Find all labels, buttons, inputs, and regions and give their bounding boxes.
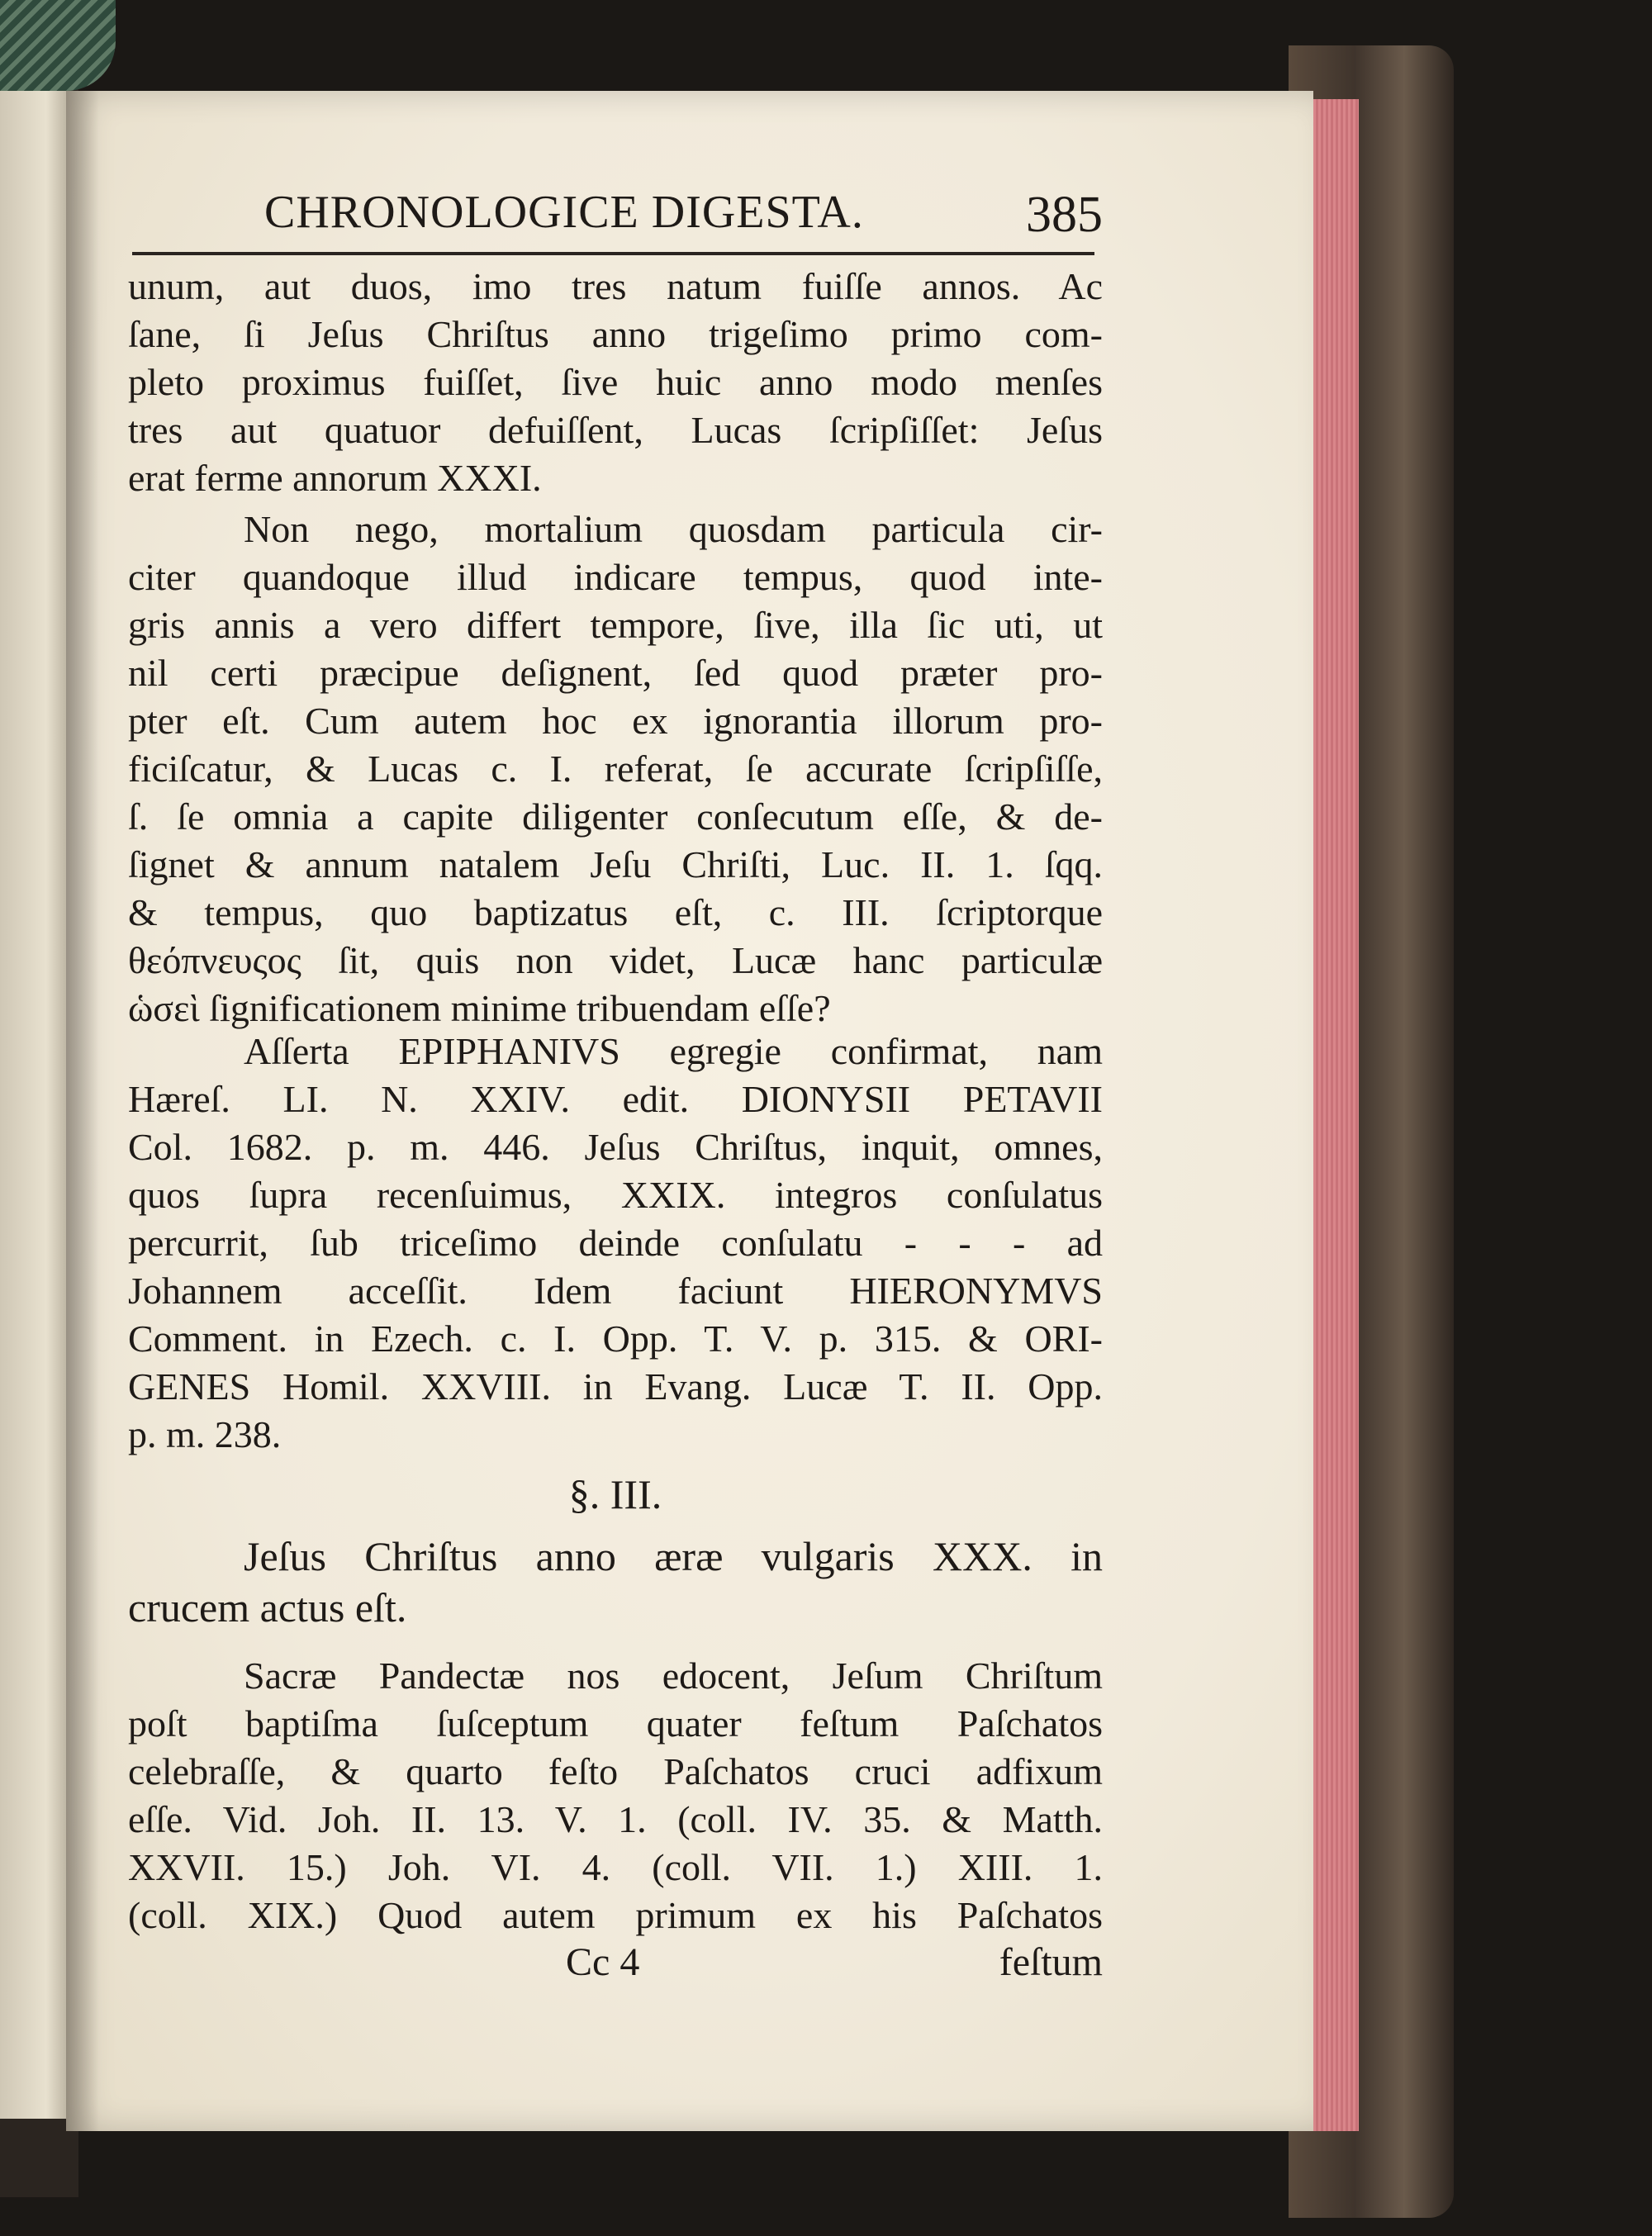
text-line: tres aut quatuor defuiſſent, Lucas ſcripſiſſet: Jeſus — [128, 409, 1103, 451]
text-line: (coll. XIX.) Quod autem primum ex his Paſchatos — [128, 1894, 1103, 1936]
text-line: pleto proximus fuiſſet, ſive huic anno modo menſes — [128, 361, 1103, 403]
page-gutter — [66, 91, 99, 2131]
text-line: ſignet & annum natalem Jeſu Chriſti, Luc. II. 1. ſqq. — [128, 843, 1103, 885]
section-heading: §. III. — [568, 1471, 662, 1517]
text-line: percurrit, ſub triceſimo deinde conſulatu - - - ad — [128, 1222, 1103, 1264]
left-page-edge — [0, 87, 66, 2119]
catchword: feſtum — [999, 1940, 1103, 1984]
text-line: Non nego, mortalium quosdam particula cir- — [244, 508, 1103, 550]
text-line: celebraſſe, & quarto feſto Paſchatos cruci adfixum — [128, 1750, 1103, 1792]
text-line: p. m. 238. — [128, 1413, 282, 1455]
text-line: Aſſerta EPIPHANIVS egregie confirmat, nam — [244, 1030, 1103, 1072]
signature-mark: Cc 4 — [566, 1940, 640, 1984]
text-line: gris annis a vero differt tempore, ſive, illa ſic uti, ut — [128, 604, 1103, 646]
text-line: Col. 1682. p. m. 446. Jeſus Chriſtus, inquit, omnes, — [128, 1126, 1103, 1168]
text-line: GENES Homil. XXVIII. in Evang. Lucæ T. II. Opp. — [128, 1365, 1103, 1408]
text-line: ſ. ſe omnia a capite diligenter conſecutum eſſe, & de- — [128, 795, 1103, 838]
text-line: ὡσεὶ ſignificationem minime tribuendam eſſe? — [128, 987, 831, 1029]
text-line: Johannem acceſſit. Idem faciunt HIERONYMVS — [128, 1270, 1103, 1312]
text-line: Sacræ Pandectæ nos edocent, Jeſum Chriſtum — [244, 1654, 1103, 1697]
text-line: Hæreſ. LI. N. XXIV. edit. DIONYSII PETAVII — [128, 1078, 1103, 1120]
bookmark-cord — [0, 0, 116, 91]
thesis-line: crucem actus eſt. — [128, 1584, 407, 1631]
text-line: ſane, ſi Jeſus Chriſtus anno trigeſimo primo com- — [128, 313, 1103, 355]
text-line: unum, aut duos, imo tres natum fuiſſe annos. Ac — [128, 265, 1103, 307]
text-line: quos ſupra recenſuimus, XXIX. integros conſulatus — [128, 1174, 1103, 1216]
running-head-title: CHRONOLOGICE DIGESTA. — [264, 187, 864, 238]
page-edges — [1313, 99, 1359, 2131]
text-line: XXVII. 15.) Joh. VI. 4. (coll. VII. 1.) XIII. 1. — [128, 1846, 1103, 1888]
text-line: & tempus, quo baptizatus eſt, c. III. ſcriptorque — [128, 891, 1103, 933]
text-line: poſt baptiſma ſuſceptum quater feſtum Paſchatos — [128, 1702, 1103, 1745]
text-line: Comment. in Ezech. c. I. Opp. T. V. p. 315. & ORI- — [128, 1317, 1103, 1360]
thesis-line: Jeſus Chriſtus anno æræ vulgaris XXX. in — [244, 1533, 1103, 1579]
text-line: pter eſt. Cum autem hoc ex ignorantia illorum pro- — [128, 700, 1103, 742]
header-rule — [132, 252, 1094, 255]
text-line: ficiſcatur, & Lucas c. I. referat, ſe accurate ſcripſiſſe, — [128, 748, 1103, 790]
text-line: θεόπνευςος ſit, quis non videt, Lucæ hanc particulæ — [128, 939, 1103, 981]
text-line: nil certi præcipue deſignent, ſed quod præter pro- — [128, 652, 1103, 694]
text-line: eſſe. Vid. Joh. II. 13. V. 1. (coll. IV. 35. & Matth. — [128, 1798, 1103, 1840]
page-number: 385 — [1026, 187, 1103, 243]
text-line: erat ferme annorum XXXI. — [128, 457, 542, 499]
running-head — [128, 186, 1103, 252]
text-line: citer quandoque illud indicare tempus, quod inte- — [128, 556, 1103, 598]
